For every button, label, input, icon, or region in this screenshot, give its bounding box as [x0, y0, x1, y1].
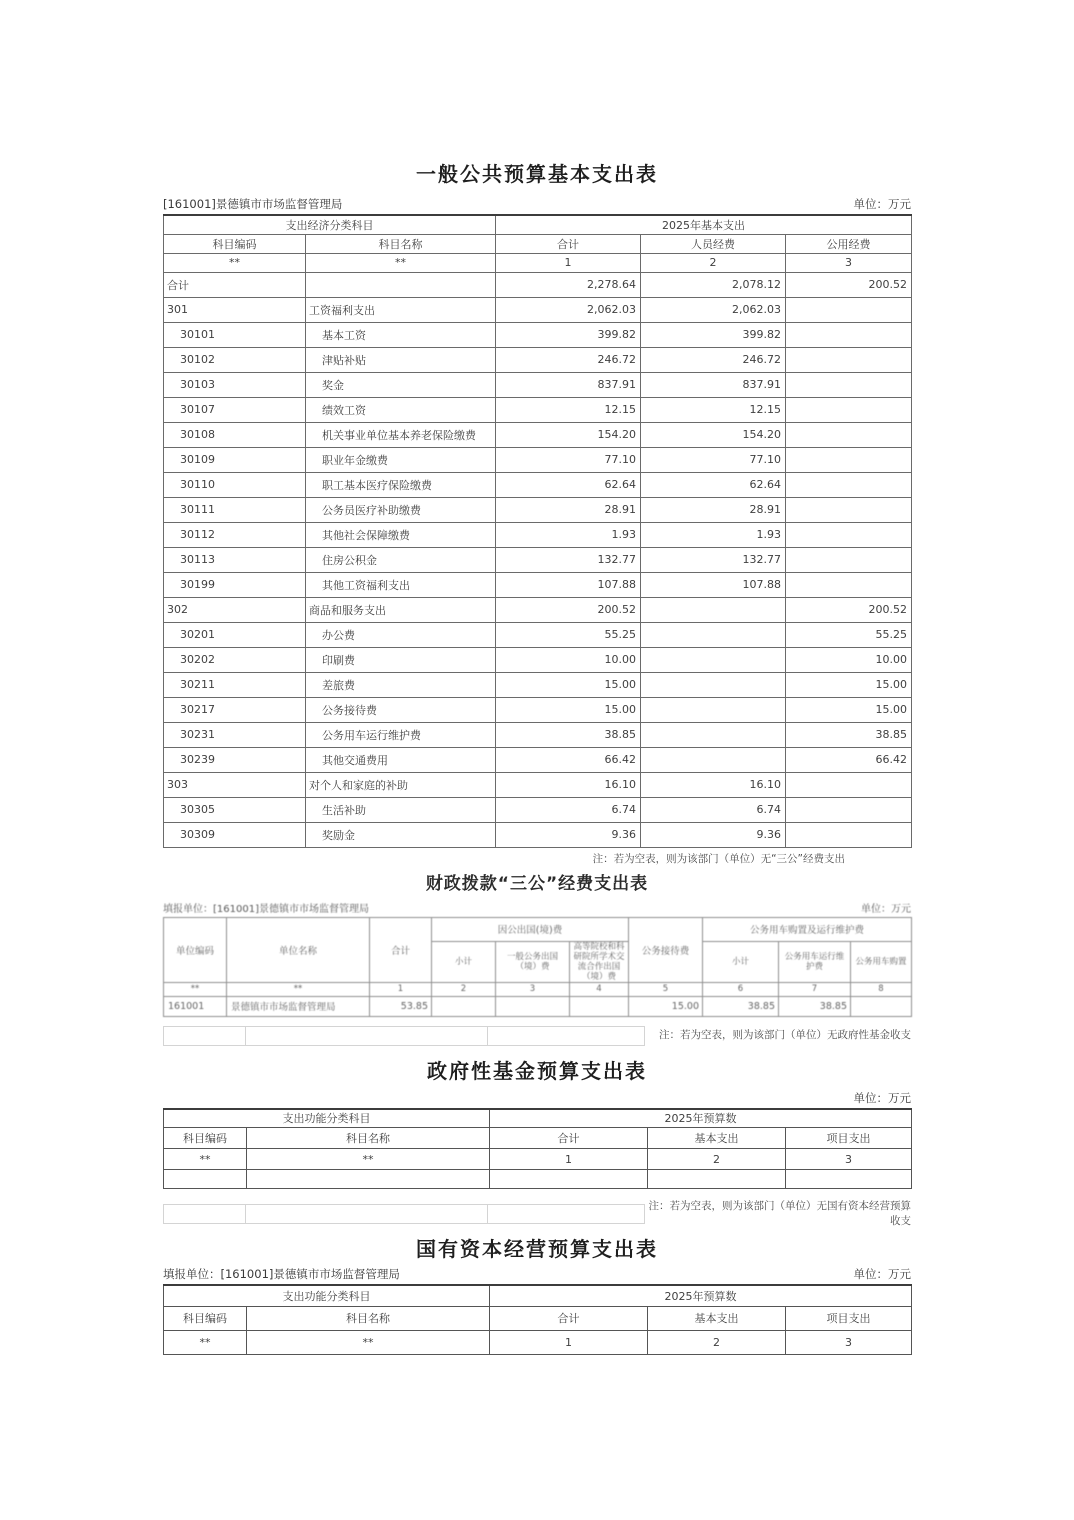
t3-empty-data-row	[164, 1170, 912, 1189]
empty-cell	[163, 1026, 246, 1046]
t4-column-header-row	[164, 1306, 912, 1330]
t2-abroad-general-value	[496, 996, 570, 1016]
t3-index-cell: **	[164, 1149, 247, 1170]
personnel-cell: 77.10	[641, 447, 786, 472]
personnel-cell: 132.77	[641, 547, 786, 572]
table-row	[164, 272, 912, 297]
code-cell: 30103	[164, 372, 306, 397]
pub-cell: 200.52	[786, 272, 912, 297]
total-cell: 107.88	[496, 572, 641, 597]
total-cell: 62.64	[496, 472, 641, 497]
personnel-cell: 6.74	[641, 797, 786, 822]
total-cell: 15.00	[496, 672, 641, 697]
general-budget-table	[163, 214, 912, 848]
table-row	[164, 397, 912, 422]
pub-cell	[786, 297, 912, 322]
pub-cell: 10.00	[786, 647, 912, 672]
total-cell: 246.72	[496, 347, 641, 372]
t4-index-row	[164, 1330, 912, 1354]
total-cell: 837.91	[496, 372, 641, 397]
name-cell: 印刷费	[306, 647, 496, 672]
table4-unit-label: 单位：万元	[853, 1267, 911, 1281]
total-cell: 2,278.64	[496, 272, 641, 297]
t1-index-cell: 1	[496, 253, 641, 272]
pub-cell	[786, 772, 912, 797]
t1-index-cell: 3	[786, 253, 912, 272]
t2-index-cell: 3	[496, 982, 570, 996]
pub-cell	[786, 572, 912, 597]
t2-unit-code-value: 161001	[164, 996, 227, 1016]
t4-col-name: 科目名称	[247, 1306, 490, 1330]
name-cell: 商品和服务支出	[306, 597, 496, 622]
total-cell: 2,062.03	[496, 297, 641, 322]
state-capital-table-title: 国有资本经营预算支出表	[416, 1237, 658, 1261]
name-cell: 工资福利支出	[306, 297, 496, 322]
pub-cell	[786, 397, 912, 422]
t2-group-header-row	[164, 917, 912, 941]
table1-meta-row	[163, 196, 911, 212]
personnel-cell: 154.20	[641, 422, 786, 447]
t2-vehicle-subtotal-value: 38.85	[703, 996, 779, 1016]
pub-cell: 15.00	[786, 697, 912, 722]
personnel-cell: 1.93	[641, 522, 786, 547]
table-row	[164, 772, 912, 797]
t1-index-row	[164, 253, 912, 272]
t2-index-row	[164, 982, 912, 996]
code-cell: 30211	[164, 672, 306, 697]
empty-cell	[164, 1170, 247, 1189]
t2-index-cell: 7	[779, 982, 851, 996]
code-cell: 30217	[164, 697, 306, 722]
t3-group-left: 支出功能分类科目	[164, 1109, 490, 1128]
table-row	[164, 297, 912, 322]
name-cell: 其他社会保障缴费	[306, 522, 496, 547]
t4-index-cell: 3	[786, 1330, 912, 1354]
name-cell: 公务员医疗补助缴费	[306, 497, 496, 522]
empty-cell	[245, 1204, 488, 1224]
pub-cell	[786, 422, 912, 447]
personnel-cell: 9.36	[641, 822, 786, 847]
personnel-cell: 2,062.03	[641, 297, 786, 322]
personnel-cell: 837.91	[641, 372, 786, 397]
t2-col-abroad-general: 一般公务出国（境）费	[496, 941, 570, 982]
name-cell: 差旅费	[306, 672, 496, 697]
pub-cell	[786, 447, 912, 472]
t2-unit-name-value: 景德镇市市场监督管理局	[227, 996, 370, 1016]
empty-cell	[648, 1170, 786, 1189]
t2-col-abroad-academic: 高等院校和科研院所学术交流合作出国（境）费	[570, 941, 629, 982]
total-cell: 399.82	[496, 322, 641, 347]
t1-group-left: 支出经济分类科目	[164, 215, 496, 234]
t2-col-unit-name: 单位名称	[227, 917, 370, 982]
pub-cell	[786, 497, 912, 522]
name-cell: 公务接待费	[306, 697, 496, 722]
total-cell: 77.10	[496, 447, 641, 472]
t1-col-name: 科目名称	[306, 234, 496, 253]
pub-cell	[786, 322, 912, 347]
t1-data-body	[164, 272, 912, 847]
code-cell: 301	[164, 297, 306, 322]
t1-col-personnel: 人员经费	[641, 234, 786, 253]
t2-index-cell: 2	[432, 982, 496, 996]
code-cell: 30305	[164, 797, 306, 822]
total-cell: 154.20	[496, 422, 641, 447]
t1-index-cell: **	[306, 253, 496, 272]
t2-abroad-academic-value	[570, 996, 629, 1016]
pub-cell	[786, 547, 912, 572]
t2-index-cell: 5	[629, 982, 703, 996]
table2-meta-row	[163, 900, 911, 915]
total-cell: 132.77	[496, 547, 641, 572]
code-cell: 303	[164, 772, 306, 797]
code-cell: 30107	[164, 397, 306, 422]
name-cell: 办公费	[306, 622, 496, 647]
personnel-cell: 62.64	[641, 472, 786, 497]
code-cell: 30110	[164, 472, 306, 497]
empty-cell	[487, 1026, 645, 1046]
code-cell: 302	[164, 597, 306, 622]
table1-unit-label: 单位：万元	[853, 197, 911, 211]
t1-column-header-row	[164, 234, 912, 253]
total-cell: 15.00	[496, 697, 641, 722]
name-cell: 职业年金缴费	[306, 447, 496, 472]
note-gov-fund: 注：若为空表，则为该部门（单位）无政府性基金收支	[659, 1029, 911, 1041]
pub-cell: 200.52	[786, 597, 912, 622]
table-row	[164, 472, 912, 497]
t3-column-header-row	[164, 1128, 912, 1149]
name-cell: 奖励金	[306, 822, 496, 847]
t3-index-cell: 2	[648, 1149, 786, 1170]
t2-index-cell: 6	[703, 982, 779, 996]
pub-cell: 38.85	[786, 722, 912, 747]
total-cell: 1.93	[496, 522, 641, 547]
t2-col-total: 合计	[370, 917, 432, 982]
name-cell: 住房公积金	[306, 547, 496, 572]
total-cell: 66.42	[496, 747, 641, 772]
code-cell: 30108	[164, 422, 306, 447]
t2-index-cell: 1	[370, 982, 432, 996]
empty-cell	[247, 1170, 490, 1189]
t4-index-cell: **	[247, 1330, 490, 1354]
table3-unit-label: 单位：万元	[853, 1090, 911, 1105]
table-row	[164, 722, 912, 747]
table-row	[164, 747, 912, 772]
t2-vehicle-maintain-value: 38.85	[779, 996, 851, 1016]
sangong-table-title: 财政拨款“三公”经费支出表	[425, 873, 649, 894]
state-capital-note-row	[163, 1200, 911, 1227]
t2-index-cell: 8	[851, 982, 912, 996]
t2-col-reception: 公务接待费	[629, 917, 703, 982]
personnel-cell: 16.10	[641, 772, 786, 797]
t1-index-cell: **	[164, 253, 306, 272]
t2-data-row	[164, 996, 912, 1016]
pub-cell	[786, 472, 912, 497]
personnel-cell: 399.82	[641, 322, 786, 347]
name-cell: 公务用车运行维护费	[306, 722, 496, 747]
t2-index-cell: 4	[570, 982, 629, 996]
table-row	[164, 647, 912, 672]
t2-group-vehicle: 公务用车购置及运行维护费	[703, 917, 912, 941]
table2-org-label: 填报单位：[161001]景德镇市市场监督管理局	[163, 903, 369, 915]
empty-cell	[487, 1204, 645, 1224]
t1-col-total: 合计	[496, 234, 641, 253]
empty-cell	[245, 1026, 488, 1046]
t3-index-row	[164, 1149, 912, 1170]
name-cell: 职工基本医疗保险缴费	[306, 472, 496, 497]
t1-group-right: 2025年基本支出	[496, 215, 912, 234]
personnel-cell: 28.91	[641, 497, 786, 522]
t3-index-cell: 3	[786, 1149, 912, 1170]
t2-col-vehicle-maintain: 公务用车运行维护费	[779, 941, 851, 982]
personnel-cell: 107.88	[641, 572, 786, 597]
table-row	[164, 497, 912, 522]
sangong-expense-table	[163, 917, 912, 1017]
t3-index-cell: 1	[490, 1149, 648, 1170]
t4-col-basic: 基本支出	[648, 1306, 786, 1330]
t1-col-code: 科目编码	[164, 234, 306, 253]
total-cell: 9.36	[496, 822, 641, 847]
table-row	[164, 372, 912, 397]
t2-col-vehicle-purchase: 公务用车购置	[851, 941, 912, 982]
t3-group-right: 2025年预算数	[490, 1109, 912, 1128]
t2-abroad-subtotal-value	[432, 996, 496, 1016]
t2-vehicle-purchase-value	[851, 996, 912, 1016]
t2-group-abroad: 因公出国(境)费	[432, 917, 629, 941]
empty-cell	[163, 1204, 246, 1224]
table-row	[164, 447, 912, 472]
table-row	[164, 322, 912, 347]
t3-col-total: 合计	[490, 1128, 648, 1149]
empty-cell	[786, 1170, 912, 1189]
t4-col-project: 项目支出	[786, 1306, 912, 1330]
t2-index-cell: **	[227, 982, 370, 996]
personnel-cell	[641, 747, 786, 772]
pub-cell	[786, 522, 912, 547]
personnel-cell	[641, 622, 786, 647]
table-row	[164, 597, 912, 622]
pub-cell	[786, 822, 912, 847]
personnel-cell: 2,078.12	[641, 272, 786, 297]
t3-group-header-row	[164, 1109, 912, 1128]
pub-cell	[786, 797, 912, 822]
t3-col-project: 项目支出	[786, 1128, 912, 1149]
pub-cell: 55.25	[786, 622, 912, 647]
total-cell: 10.00	[496, 647, 641, 672]
table1-org-label: [161001]景德镇市市场监督管理局	[163, 197, 343, 211]
code-cell: 30113	[164, 547, 306, 572]
state-capital-budget-table	[163, 1284, 912, 1355]
budget-document-page	[163, 0, 911, 1355]
table-row	[164, 822, 912, 847]
empty-cell	[490, 1170, 648, 1189]
personnel-cell	[641, 672, 786, 697]
name-cell: 其他工资福利支出	[306, 572, 496, 597]
t3-col-code: 科目编码	[164, 1128, 247, 1149]
table-row	[164, 797, 912, 822]
t2-index-cell: **	[164, 982, 227, 996]
note-sangong: 注：若为空表，则为该部门（单位）无“三公”经费支出	[592, 852, 845, 865]
table-row	[164, 697, 912, 722]
t4-index-cell: 2	[648, 1330, 786, 1354]
total-cell: 55.25	[496, 622, 641, 647]
general-budget-title: 一般公共预算基本支出表	[416, 162, 658, 186]
code-cell: 合计	[164, 272, 306, 297]
name-cell: 机关事业单位基本养老保险缴费	[306, 422, 496, 447]
code-cell: 30201	[164, 622, 306, 647]
t4-group-right: 2025年预算数	[490, 1285, 912, 1306]
gov-fund-budget-table	[163, 1108, 912, 1190]
name-cell: 对个人和家庭的补助	[306, 772, 496, 797]
name-cell: 绩效工资	[306, 397, 496, 422]
table-row	[164, 672, 912, 697]
pub-cell	[786, 372, 912, 397]
code-cell: 30202	[164, 647, 306, 672]
personnel-cell	[641, 647, 786, 672]
table-row	[164, 347, 912, 372]
t2-col-unit-code: 单位编码	[164, 917, 227, 982]
t1-col-public: 公用经费	[786, 234, 912, 253]
personnel-cell: 246.72	[641, 347, 786, 372]
pub-cell: 66.42	[786, 747, 912, 772]
personnel-cell	[641, 597, 786, 622]
t3-col-basic: 基本支出	[648, 1128, 786, 1149]
code-cell: 30231	[164, 722, 306, 747]
code-cell: 30109	[164, 447, 306, 472]
personnel-cell: 12.15	[641, 397, 786, 422]
t2-col-abroad-subtotal: 小计	[432, 941, 496, 982]
code-cell: 30111	[164, 497, 306, 522]
total-cell: 38.85	[496, 722, 641, 747]
name-cell	[306, 272, 496, 297]
name-cell: 奖金	[306, 372, 496, 397]
table-row	[164, 547, 912, 572]
table4-org-label: 填报单位：[161001]景德镇市市场监督管理局	[163, 1267, 400, 1281]
total-cell: 16.10	[496, 772, 641, 797]
total-cell: 6.74	[496, 797, 641, 822]
t1-group-header-row	[164, 215, 912, 234]
code-cell: 30101	[164, 322, 306, 347]
total-cell: 12.15	[496, 397, 641, 422]
table-row	[164, 622, 912, 647]
t2-total-value: 53.85	[370, 996, 432, 1016]
name-cell: 其他交通费用	[306, 747, 496, 772]
name-cell: 津贴补贴	[306, 347, 496, 372]
table-row	[164, 522, 912, 547]
personnel-cell	[641, 722, 786, 747]
t4-index-cell: 1	[490, 1330, 648, 1354]
t4-col-total: 合计	[490, 1306, 648, 1330]
gov-fund-note-row	[163, 1025, 911, 1047]
name-cell: 生活补助	[306, 797, 496, 822]
total-cell: 28.91	[496, 497, 641, 522]
sangong-table-wrap	[163, 900, 911, 1017]
personnel-cell	[641, 697, 786, 722]
table2-unit-label: 单位：万元	[861, 903, 911, 915]
t3-index-cell: **	[247, 1149, 490, 1170]
pub-cell: 15.00	[786, 672, 912, 697]
t4-index-cell: **	[164, 1330, 247, 1354]
table-row	[164, 422, 912, 447]
t3-col-name: 科目名称	[247, 1128, 490, 1149]
table-row	[164, 572, 912, 597]
gov-fund-table-title: 政府性基金预算支出表	[427, 1058, 647, 1083]
name-cell: 基本工资	[306, 322, 496, 347]
t4-col-code: 科目编码	[164, 1306, 247, 1330]
note-state-capital: 注：若为空表，则为该部门（单位）无国有资本经营预算收支	[648, 1200, 911, 1227]
code-cell: 30112	[164, 522, 306, 547]
code-cell: 30199	[164, 572, 306, 597]
t1-index-cell: 2	[641, 253, 786, 272]
pub-cell	[786, 347, 912, 372]
code-cell: 30309	[164, 822, 306, 847]
total-cell: 200.52	[496, 597, 641, 622]
code-cell: 30102	[164, 347, 306, 372]
code-cell: 30239	[164, 747, 306, 772]
t4-group-left: 支出功能分类科目	[164, 1285, 490, 1306]
t4-group-header-row	[164, 1285, 912, 1306]
t2-col-vehicle-subtotal: 小计	[703, 941, 779, 982]
t2-reception-value: 15.00	[629, 996, 703, 1016]
table4-meta-row	[163, 1266, 911, 1282]
